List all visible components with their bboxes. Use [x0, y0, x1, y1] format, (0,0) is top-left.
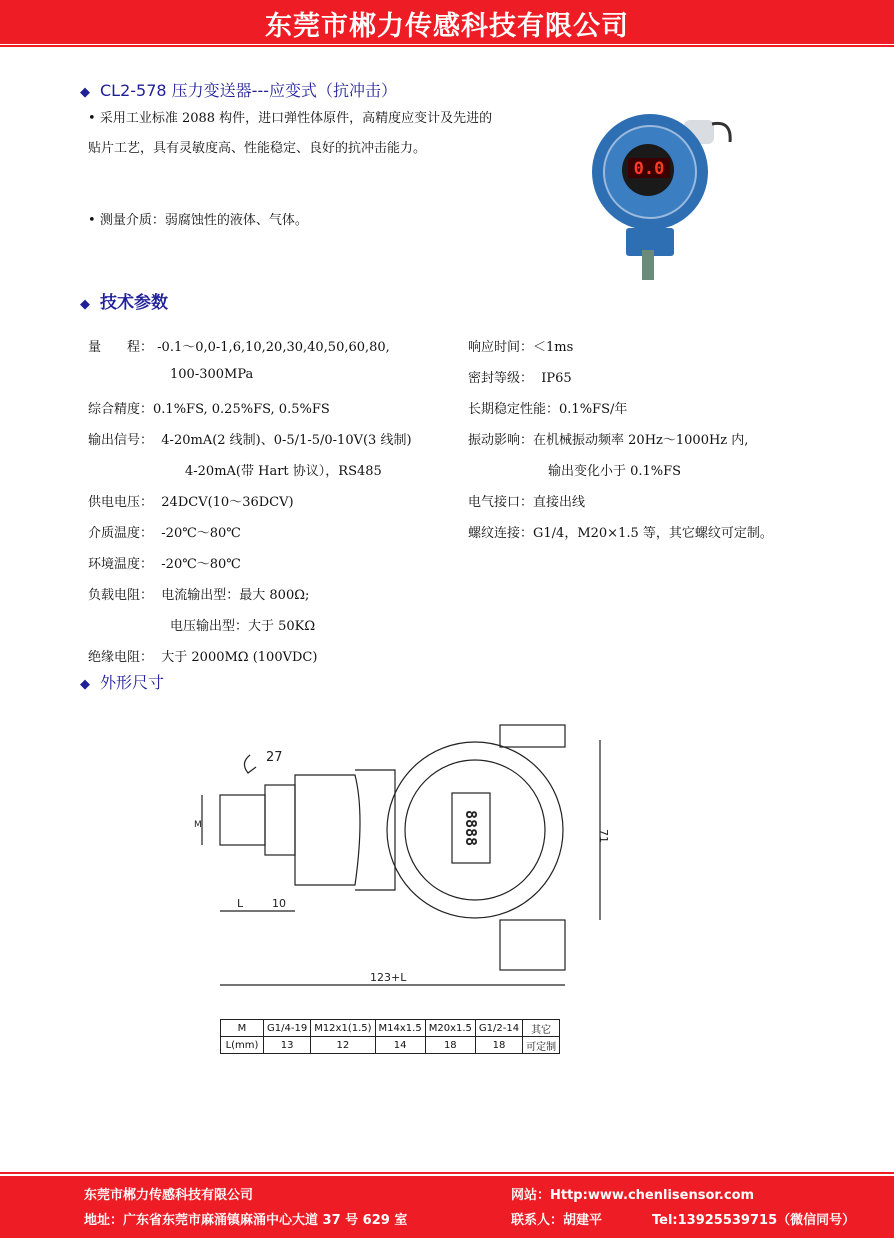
bullet-2-text: 测量介质：弱腐蚀性的液体、气体。 [99, 213, 308, 228]
footer-website[interactable]: 网站：Http:www.chenlisensor.com [511, 1188, 755, 1203]
spec-supply: 供电电压： 24DCV(10～36DCV) [88, 495, 294, 510]
table-cell: G1/4-19 [264, 1020, 311, 1037]
fitting-hex [265, 785, 295, 855]
footer-divider [0, 1172, 894, 1174]
table-cell: M [221, 1020, 264, 1037]
footer-address: 地址：广东省东莞市麻涌镇麻涌中心大道 37 号 629 室 [84, 1213, 408, 1228]
table-cell: G1/2-14 [475, 1020, 522, 1037]
device-stem [642, 250, 654, 280]
housing-left [355, 770, 395, 890]
spec-accuracy: 综合精度：0.1%FS, 0.25%FS, 0.5%FS [88, 402, 330, 417]
spec-ambient-temp: 环境温度： -20℃～80℃ [88, 557, 241, 572]
product-title [80, 78, 397, 101]
dim-71-label: 71 [597, 829, 610, 843]
dimensions-title-text: 外形尺寸 [100, 673, 165, 692]
wrench-size: 27 [266, 750, 283, 765]
spec-range-cont: 100-300MPa [170, 367, 254, 382]
table-cell: M12x1(1.5) [311, 1020, 375, 1037]
footer-company: 东莞市郴力传感科技有限公司 [84, 1188, 254, 1203]
spec-electrical: 电气接口：直接出线 [468, 495, 586, 510]
dimension-table [220, 1019, 560, 1054]
bullet-1-text: 采用工业标准 2088 构件，进口弹性体原件，高精度应变计及先进的贴片工艺，具有灵敏度高、性能稳定、良好的抗冲击能力。 [88, 111, 493, 156]
table-cell: 18 [425, 1037, 475, 1054]
spec-insulation: 绝缘电阻： 大于 2000MΩ (100VDC) [88, 650, 318, 665]
specs-title-text: 技术参数 [100, 293, 168, 313]
company-title: 东莞市郴力传感科技有限公司 [265, 11, 629, 42]
bullet-dot-icon: • [88, 111, 96, 126]
table-cell: 12 [311, 1037, 375, 1054]
fitting-thread [220, 795, 265, 845]
spec-sealing: 密封等级： IP65 [468, 371, 572, 386]
spec-thread: 螺纹连接：G1/4，M20×1.5 等，其它螺纹可定制。 [468, 526, 773, 541]
spec-stability: 长期稳定性能：0.1%FS/年 [468, 402, 628, 417]
dim-m-label: M [194, 820, 202, 830]
dim-ten-label: 10 [272, 897, 286, 910]
bottom-gland [500, 920, 565, 970]
specs-title [80, 288, 168, 313]
header-divider [0, 44, 894, 47]
dim-l-label: L [237, 897, 244, 910]
table-cell: M20x1.5 [425, 1020, 475, 1037]
spec-output: 输出信号： 4-20mA(2 线制)、0-5/1-5/0-10V(3 线制) [88, 433, 412, 448]
table-cell: 18 [475, 1037, 522, 1054]
table-cell: M14x1.5 [375, 1020, 425, 1037]
device-cable [712, 123, 730, 142]
table-row [221, 1037, 560, 1054]
spec-load-cont: 电压输出型：大于 50KΩ [170, 619, 316, 634]
dimensions-title [80, 670, 164, 693]
footer-tel: Tel:13925539715（微信同号） [652, 1213, 856, 1228]
table-cell: 14 [375, 1037, 425, 1054]
dim-total-label: 123+L [370, 971, 407, 984]
table-row [221, 1020, 560, 1037]
drawing-digits: 8888 [462, 809, 480, 847]
spec-load: 负载电阻： 电流输出型：最大 800Ω; [88, 588, 310, 603]
footer-contact: 联系人：胡建平 [511, 1213, 603, 1228]
bullet-2 [88, 206, 498, 236]
spec-vibration-cont: 输出变化小于 0.1%FS [548, 464, 682, 479]
spec-medium-temp: 介质温度： -20℃～80℃ [88, 526, 241, 541]
table-cell: 13 [264, 1037, 311, 1054]
bullet-1 [88, 104, 498, 164]
product-photo [586, 100, 746, 280]
display-value: 0.0 [633, 159, 665, 179]
diamond-icon: ◆ [80, 677, 90, 692]
table-cell: 其它 [523, 1020, 560, 1037]
diamond-icon: ◆ [80, 297, 90, 312]
bullet-dot-icon: • [88, 213, 96, 228]
spec-response: 响应时间：＜1ms [468, 340, 574, 355]
spec-output-cont: 4-20mA(带 Hart 协议），RS485 [185, 464, 382, 479]
top-gland [500, 725, 565, 747]
wrench-icon [244, 755, 256, 773]
table-cell: L(mm) [221, 1037, 264, 1054]
spec-vibration: 振动影响：在机械振动频率 20Hz～1000Hz 内, [468, 433, 749, 448]
product-title-text: CL2-578 压力变送器---应变式（抗冲击） [100, 81, 397, 100]
diamond-icon: ◆ [80, 85, 90, 100]
spec-range: 量 程： -0.1～0,0-1,6,10,20,30,40,50,60,80, [88, 340, 390, 355]
table-cell: 可定制 [523, 1037, 560, 1054]
neck [295, 775, 360, 885]
dimension-drawing [190, 715, 620, 995]
